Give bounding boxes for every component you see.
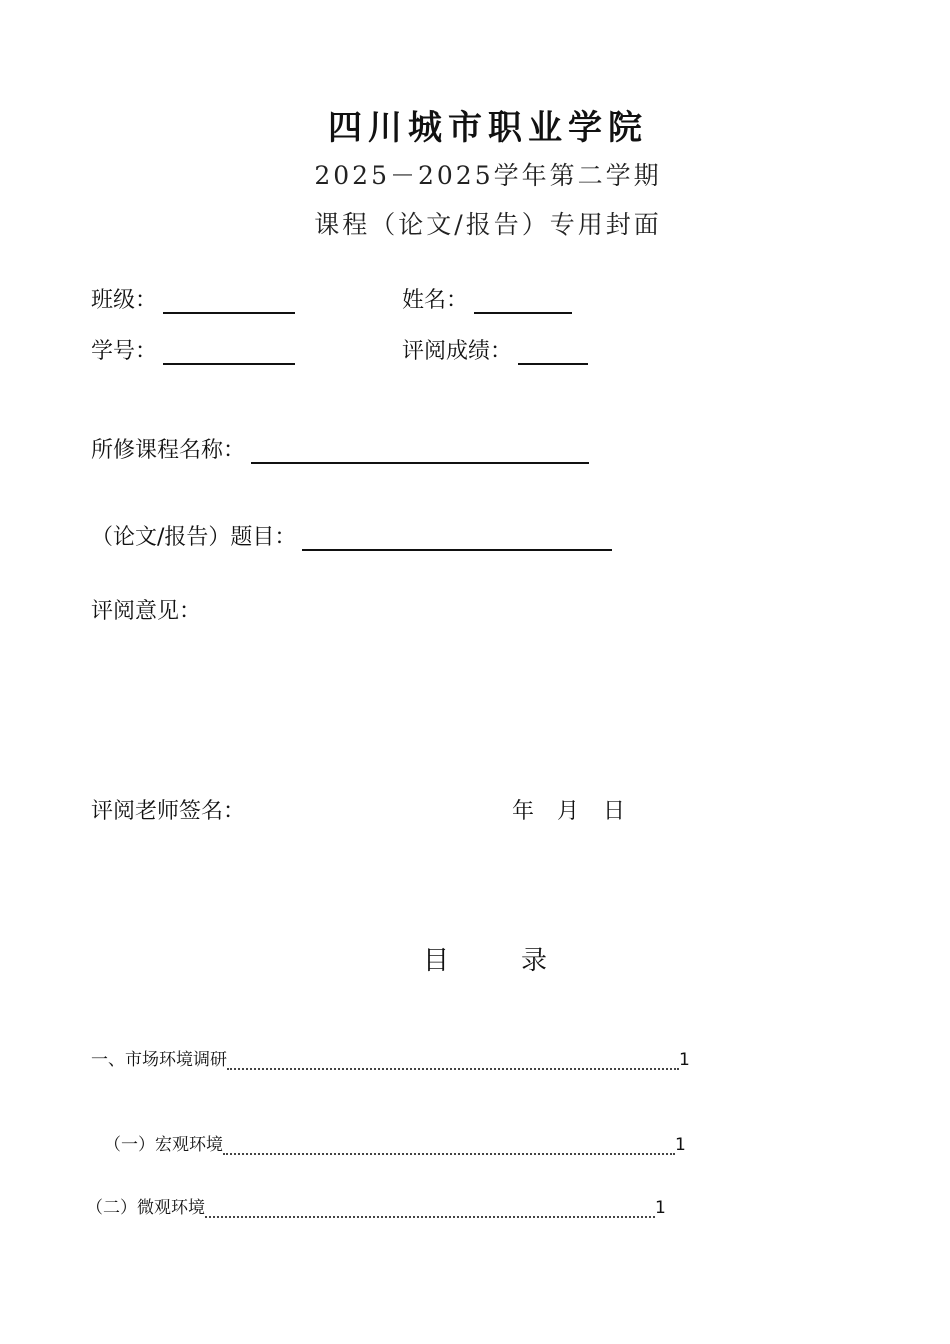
toc-entry[interactable] <box>86 1193 666 1218</box>
topic-label: （论文/报告）题目： <box>91 525 297 550</box>
school-name: 四川城市职业学院 <box>328 108 648 148</box>
toc-entry[interactable] <box>91 1045 690 1070</box>
toc-entry-page: 1 <box>675 1135 686 1155</box>
course-field <box>91 433 589 464</box>
class-label: 班级： <box>91 288 158 313</box>
toc-leader <box>223 1137 675 1155</box>
course-label: 所修课程名称： <box>91 438 246 463</box>
toc-title-left: 目 <box>423 946 450 976</box>
date-year: 年 <box>512 799 535 824</box>
cover-title: 课程（论文/报告）专用封面 <box>314 210 662 239</box>
academic-term: 2025－2025学年第二学期 <box>314 161 662 190</box>
comments-label: 评阅意见： <box>91 599 202 624</box>
topic-field <box>91 520 612 551</box>
class-field <box>91 283 295 314</box>
student-id-field <box>91 334 295 365</box>
grade-label: 评阅成绩： <box>402 339 513 364</box>
toc-entry[interactable] <box>104 1130 686 1155</box>
toc-entry-text: （二）微观环境 <box>86 1198 205 1218</box>
toc-entry-page: 1 <box>655 1198 666 1218</box>
name-field <box>402 283 572 314</box>
toc-title <box>423 940 547 977</box>
toc-leader <box>227 1052 679 1070</box>
student-id-blank[interactable] <box>163 337 295 365</box>
name-blank[interactable] <box>474 286 572 314</box>
topic-blank[interactable] <box>302 523 612 551</box>
date-month: 月 <box>557 799 580 824</box>
toc-leader <box>205 1200 655 1218</box>
signature-label: 评阅老师签名： <box>91 799 246 824</box>
toc-title-right: 录 <box>521 946 548 976</box>
toc-entry-page: 1 <box>679 1050 690 1070</box>
course-blank[interactable] <box>251 436 589 464</box>
date-day: 日 <box>603 799 626 824</box>
grade-blank[interactable] <box>518 337 588 365</box>
student-id-label: 学号： <box>91 339 158 364</box>
name-label: 姓名： <box>402 288 469 313</box>
grade-field <box>402 334 588 365</box>
class-blank[interactable] <box>163 286 295 314</box>
toc-entry-text: 一、市场环境调研 <box>91 1050 227 1070</box>
toc-entry-text: （一）宏观环境 <box>104 1135 223 1155</box>
